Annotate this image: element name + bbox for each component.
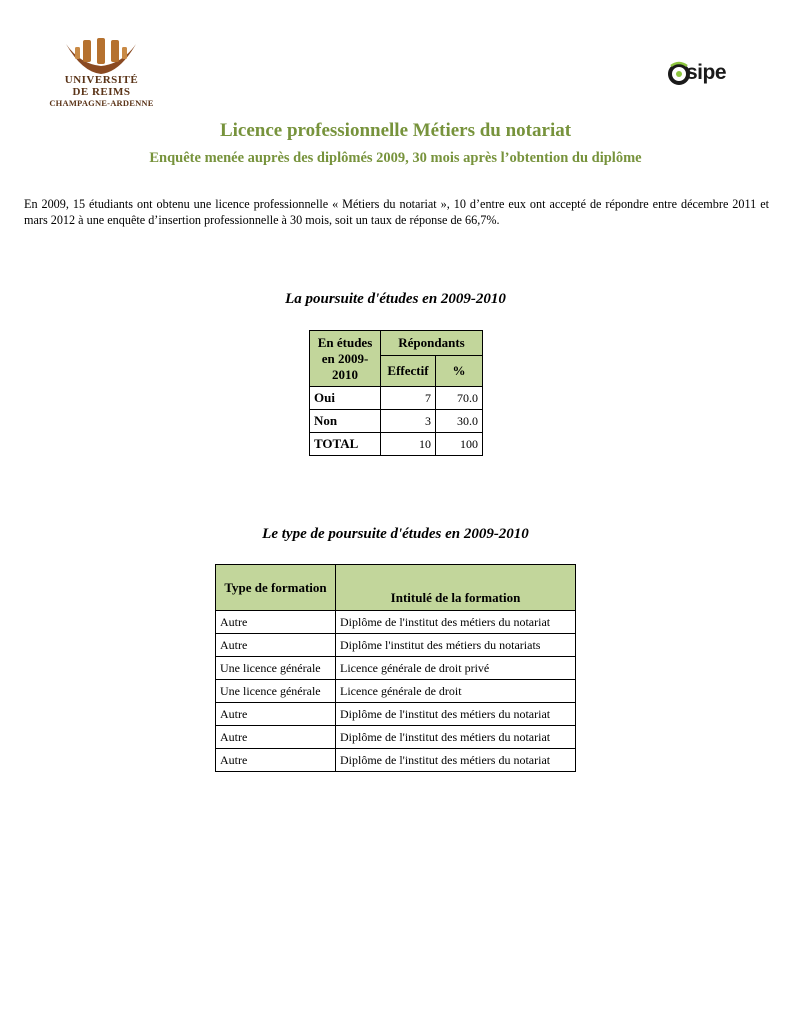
university-logo-line1: UNIVERSITÉ <box>64 74 139 86</box>
row-intitule: Licence générale de droit privé <box>336 657 576 680</box>
table-row <box>310 387 483 410</box>
row-intitule: Licence générale de droit <box>336 680 576 703</box>
section-heading-type-poursuite: Le type de poursuite d'études en 2009-2010 <box>262 526 529 542</box>
row-type: Autre <box>216 726 336 749</box>
section-heading-poursuite: La poursuite d'études en 2009-2010 <box>285 291 506 307</box>
university-logo <box>44 38 159 108</box>
col-header-intitule: Intitulé de la formation <box>336 565 576 611</box>
page-subtitle: Enquête menée auprès des diplômés 2009, 30 mois après l’obtention du diplôme <box>149 150 642 166</box>
row-label: Oui <box>310 387 381 410</box>
table-row <box>310 410 483 433</box>
table-row <box>216 726 576 749</box>
row-intitule: Diplôme de l'institut des métiers du notariat <box>336 611 576 634</box>
col-header-pct: % <box>436 356 483 387</box>
table-row <box>216 657 576 680</box>
row-type: Autre <box>216 749 336 772</box>
university-emblem-icon <box>62 38 140 78</box>
row-intitule: Diplôme de l'institut des métiers du notariat <box>336 703 576 726</box>
col-header-en-etudes: En études en 2009-2010 <box>310 331 381 387</box>
row-type: Autre <box>216 634 336 657</box>
table-row-total <box>310 433 483 456</box>
row-pct: 70.0 <box>436 387 483 410</box>
row-effectif: 7 <box>381 387 436 410</box>
table-row <box>216 703 576 726</box>
row-intitule: Diplôme l'institut des métiers du notariats <box>336 634 576 657</box>
osipe-logo-text: sipe <box>686 61 727 84</box>
col-header-type-formation: Type de formation <box>216 565 336 611</box>
type-poursuite-table <box>215 564 576 772</box>
col-header-repondants: Répondants <box>381 331 483 356</box>
university-logo-line2: DE REIMS <box>72 86 131 98</box>
row-type: Une licence générale <box>216 657 336 680</box>
intro-paragraph: En 2009, 15 étudiants ont obtenu une licence professionnelle « Métiers du notariat », 10 d’entre eux ont accepté de répondre entre décembre 2011 et mars 2012 à une enquête d’insertion professionnelle à 30 mois, soit un taux de réponse de 66,7%. <box>24 197 769 227</box>
row-pct: 100 <box>436 433 483 456</box>
row-type: Autre <box>216 703 336 726</box>
poursuite-etudes-table <box>309 330 483 456</box>
table-row <box>216 680 576 703</box>
row-intitule: Diplôme de l'institut des métiers du notariat <box>336 749 576 772</box>
row-label: Non <box>310 410 381 433</box>
row-type: Une licence générale <box>216 680 336 703</box>
university-logo-line3: CHAMPAGNE-ARDENNE <box>49 98 154 108</box>
col-header-effectif: Effectif <box>381 356 436 387</box>
table-row <box>216 749 576 772</box>
row-effectif: 3 <box>381 410 436 433</box>
row-pct: 30.0 <box>436 410 483 433</box>
osipe-logo <box>668 60 738 88</box>
row-type: Autre <box>216 611 336 634</box>
row-intitule: Diplôme de l'institut des métiers du notariat <box>336 726 576 749</box>
row-label: TOTAL <box>310 433 381 456</box>
page-title: Licence professionnelle Métiers du notariat <box>219 120 572 141</box>
row-effectif: 10 <box>381 433 436 456</box>
table-row <box>216 634 576 657</box>
table-row <box>216 611 576 634</box>
